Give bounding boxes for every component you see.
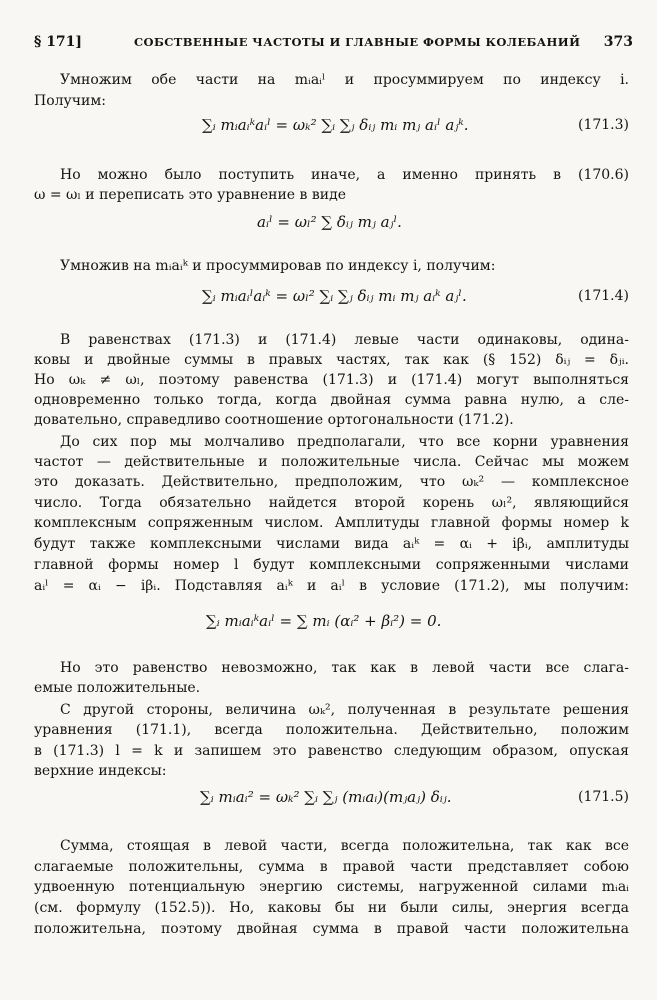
text-line: число. Тогда обязательно найдется второй корень ωₗ², являющийся	[34, 495, 629, 511]
equation-orthogonality-check: ∑ᵢ mᵢaᵢᵏaᵢˡ = ∑ mᵢ (αᵢ² + βᵢ²) = 0.	[206, 612, 442, 630]
text-line: частот — действительные и положительные числа. Сейчас мы можем	[34, 454, 629, 470]
equation-171-5: ∑ᵢ mᵢaᵢ² = ωₖ² ∑ᵢ ∑ⱼ (mᵢaᵢ)(mⱼaⱼ) δᵢⱼ.	[200, 788, 452, 806]
equation-number: (171.3)	[577, 117, 629, 133]
text-line: aᵢˡ = αᵢ − iβᵢ. Подставляя aᵢᵏ и aᵢˡ в условие (171.2), мы получим:	[34, 578, 629, 594]
text-line: довательно, справедливо соотношение ортогональности (171.2).	[34, 412, 514, 428]
equation-171-4: ∑ᵢ mᵢaᵢˡaᵢᵏ = ωₗ² ∑ᵢ ∑ⱼ δᵢⱼ mᵢ mⱼ aᵢᵏ aⱼˡ.	[202, 287, 467, 305]
text-line: в (171.3) l = k и запишем это равенство следующим образом, опуская	[34, 743, 629, 759]
section-number: § 171]	[34, 34, 83, 50]
page-number: 373	[603, 34, 633, 50]
chapter-title: СОБСТВЕННЫЕ ЧАСТОТЫ И ГЛАВНЫЕ ФОРМЫ КОЛЕБАНИЙ	[134, 35, 581, 49]
text-line: С другой стороны, величина ωₖ², полученная в результате решения	[60, 702, 629, 718]
text-line: Но можно было поступить иначе, а именно принять в (170.6)	[60, 167, 629, 183]
text-line: удвоенную потенциальную энергию системы, нагруженной силами mᵢaᵢ	[34, 879, 629, 895]
text-line: Но это равенство невозможно, так как в левой части все слага-	[60, 660, 629, 676]
text-line: одновременно только тогда, когда двойная сумма равна нулю, а сле-	[34, 392, 629, 408]
text-line: ω = ωₗ и переписать это уравнение в виде	[34, 187, 346, 203]
text-line: уравнения (171.1), всегда положительна. Действительно, положим	[34, 722, 629, 738]
text-line: емые положительные.	[34, 680, 201, 696]
text-line: комплексным сопряженным числом. Амплитуды главной формы номер k	[34, 515, 629, 531]
text-line: слагаемые положительны, сумма в правой части представляет собою	[34, 859, 629, 875]
equation-number: (171.5)	[577, 789, 629, 805]
text-line: Получим:	[34, 93, 106, 109]
text-line: Но ωₖ ≠ ωₗ, поэтому равенства (171.3) и (171.4) могут выполняться	[34, 372, 629, 388]
text-line: В равенствах (171.3) и (171.4) левые части одинаковы, одина-	[60, 332, 629, 348]
text-line: верхние индексы:	[34, 763, 167, 779]
text-line: Умножив на mᵢaᵢᵏ и просуммировав по индексу i, получим:	[60, 258, 496, 274]
equation-171-3: ∑ᵢ mᵢaᵢᵏaᵢˡ = ωₖ² ∑ᵢ ∑ⱼ δᵢⱼ mᵢ mⱼ aᵢˡ aⱼᵏ.	[202, 116, 469, 134]
text-line: Умножим обе части на mᵢaᵢˡ и просуммируем по индексу i.	[60, 72, 629, 88]
text-line: До сих пор мы молчаливо предполагали, что все корни уравнения	[60, 434, 629, 450]
running-header	[34, 34, 633, 56]
equation-number: (171.4)	[577, 288, 629, 304]
text-line: главной формы номер l будут комплексными сопряженными числами	[34, 557, 629, 573]
text-line: будут также комплексными числами вида aᵢᵏ = αᵢ + iβᵢ, амплитуды	[34, 536, 629, 552]
text-line: это доказать. Действительно, предположим, что ωₖ² — комплексное	[34, 474, 629, 490]
text-line: Сумма, стоящая в левой части, всегда положительна, так как все	[60, 838, 629, 854]
text-line: (см. формулу (152.5)). Но, каковы бы ни были силы, энергия всегда	[34, 900, 629, 916]
equation-amplitude: aᵢˡ = ωₗ² ∑ δᵢⱼ mⱼ aⱼˡ.	[257, 213, 402, 231]
text-line: ковы и двойные суммы в правых частях, так как (§ 152) δᵢⱼ = δⱼᵢ.	[34, 352, 629, 368]
text-line: положительна, поэтому двойная сумма в правой части положительна	[34, 921, 629, 937]
